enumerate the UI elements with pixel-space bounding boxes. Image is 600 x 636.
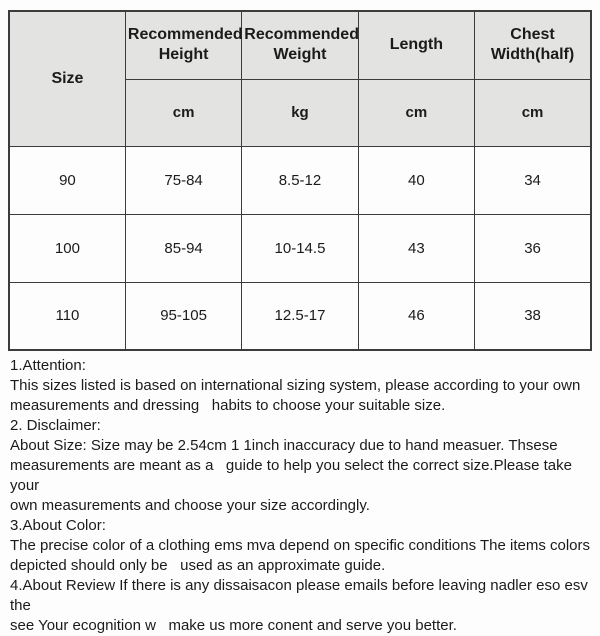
column-header-recommended-height: Recommended Height: [125, 11, 241, 79]
cell-length: 43: [358, 214, 474, 282]
note-attention-text: This sizes listed is based on international sizing system, please according to your own: [10, 377, 581, 394]
size-chart-section: [8, 10, 592, 351]
cell-height: 95-105: [125, 282, 241, 350]
note-attention-heading: 1.Attention:: [10, 357, 86, 374]
unit-recommended-height: cm: [125, 79, 241, 146]
header-row: [9, 11, 591, 79]
cell-length: 46: [358, 282, 474, 350]
cell-chest: 34: [475, 146, 591, 214]
unit-length: cm: [358, 79, 474, 146]
note-color-text: The precise color of a clothing ems mva depend on specific conditions The items colors: [10, 537, 591, 554]
table-row: [9, 214, 591, 282]
note-color-text: depicted should only be used as an approximate guide.: [10, 557, 386, 574]
note-disclaimer-text: About Size: Size may be 2.54cm 1 1inch inaccuracy due to hand measuer. Thsese: [10, 437, 558, 454]
cell-size: 100: [9, 214, 125, 282]
cell-weight: 8.5-12: [242, 146, 358, 214]
cell-length: 40: [358, 146, 474, 214]
size-chart-table: [8, 10, 592, 351]
cell-size: 110: [9, 282, 125, 350]
cell-chest: 36: [475, 214, 591, 282]
cell-chest: 38: [475, 282, 591, 350]
note-review-text: 4.About Review If there is any dissaisacon please emails before leaving nadler eso esv the: [10, 577, 592, 614]
note-disclaimer-text: own measurements and choose your size accordingly.: [10, 497, 370, 514]
unit-recommended-weight: kg: [242, 79, 358, 146]
unit-chest-width: cm: [475, 79, 591, 146]
note-attention-text: measurements and dressing habits to choose your suitable size.: [10, 397, 446, 414]
note-disclaimer-text: measurements are meant as a guide to help you select the correct size.Please take your: [10, 457, 577, 494]
note-color-heading: 3.About Color:: [10, 517, 106, 534]
cell-weight: 10-14.5: [242, 214, 358, 282]
column-header-recommended-weight: Recommended Weight: [242, 11, 358, 79]
column-header-length: Length: [358, 11, 474, 79]
note-review-text: see Your ecognition w make us more conent and serve you better.: [10, 617, 457, 634]
cell-size: 90: [9, 146, 125, 214]
cell-weight: 12.5-17: [242, 282, 358, 350]
table-row: [9, 146, 591, 214]
note-disclaimer-heading: 2. Disclaimer:: [10, 417, 101, 434]
cell-height: 85-94: [125, 214, 241, 282]
notes-section: [10, 356, 590, 636]
table-row: [9, 282, 591, 350]
cell-height: 75-84: [125, 146, 241, 214]
column-header-size: Size: [9, 11, 125, 146]
column-header-chest-width: Chest Width(half): [475, 11, 591, 79]
